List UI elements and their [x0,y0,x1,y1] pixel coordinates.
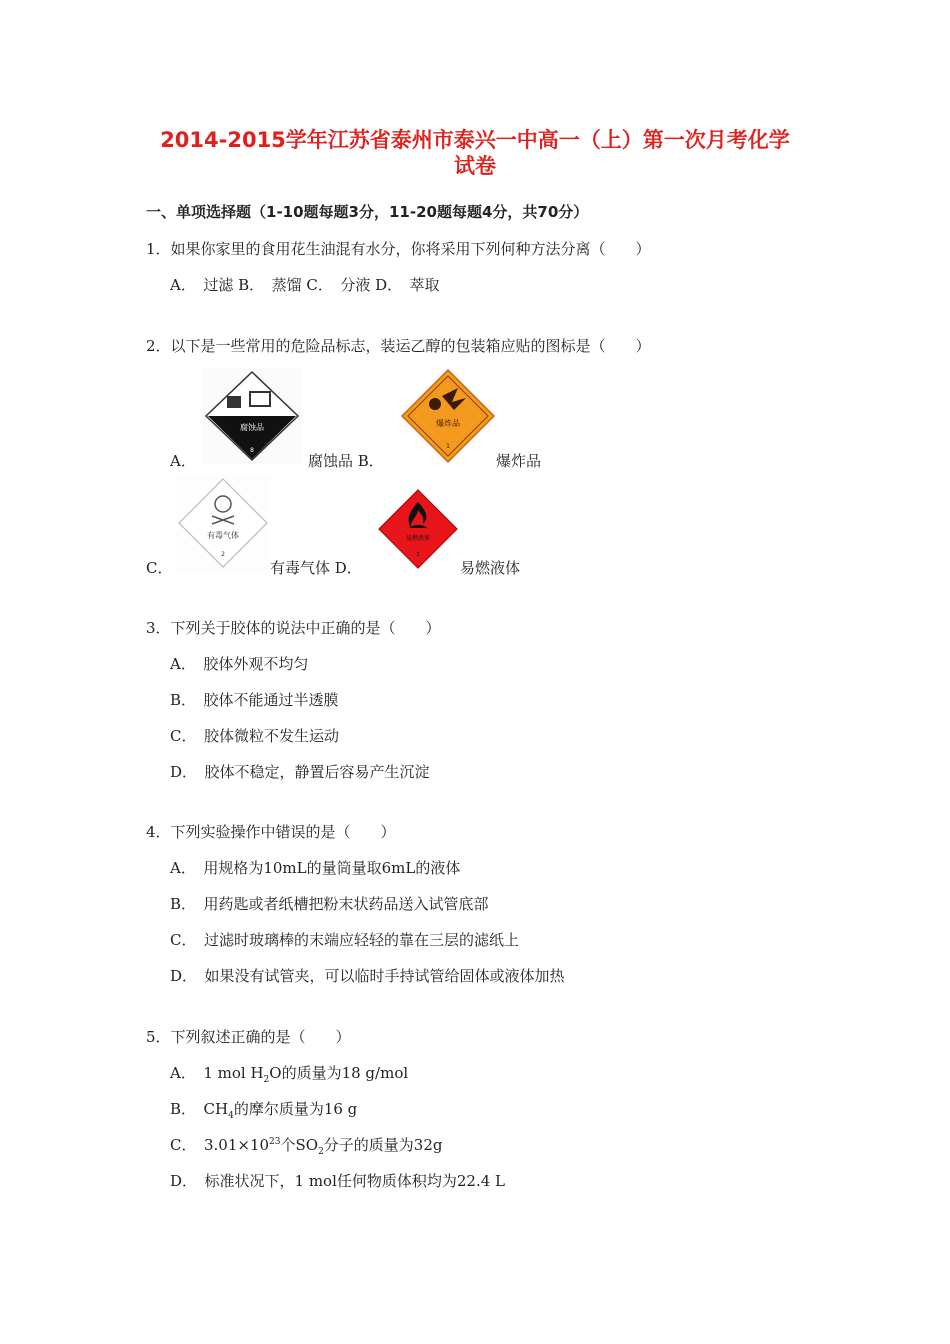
sign-a-text: 腐蚀品 [240,423,264,432]
question-4-option-d: D． 如果没有试管夹，可以临时手持试管给固体或液体加热 [170,967,565,985]
question-4-option-a: A． 用规格为10mL的量筒量取6mL的液体 [170,859,461,877]
page-title-line-2: 试卷 [454,154,496,178]
question-4-stem: 4．下列实验操作中错误的是（ ） [146,823,396,841]
question-5-option-a: A． 1 mol $H_2O$的质量为18 g/mol [170,1064,409,1085]
sign-d-text: 易燃液体 [405,535,431,542]
question-2-option-a-letter: A． [170,452,196,470]
flammable-liquid-sign-icon [377,488,459,570]
page-title-line-1: 2014-2015学年江苏省泰州市泰兴一中高一（上）第一次月考化学 [160,128,790,152]
question-2-stem: 2．以下是一些常用的危险品标志，装运乙醇的包装箱应贴的图标是（ ） [146,337,651,355]
corrosive-sign-icon [202,368,302,464]
question-1-options: A． 过滤 B． 蒸馏 C． 分液 D． 萃取 [170,276,440,294]
explosive-sign-icon [400,368,496,464]
question-5-option-d: D． 标准状况下，1 mol任何物质体积均为22.4 L [170,1172,506,1190]
sign-a-number: 8 [250,447,254,454]
question-3-option-b: B． 胶体不能通过半透膜 [170,691,339,709]
toxic-gas-sign-icon [176,476,270,570]
question-3-option-c: C． 胶体微粒不发生运动 [170,727,339,745]
sign-d-number: 3 [416,552,420,558]
section-heading: 一、单项选择题（1-10题每题3分，11-20题每题4分，共70分） [146,203,589,221]
sign-b-number: 1 [446,443,450,450]
question-3-option-a: A． 胶体外观不均匀 [170,655,309,673]
sign-b-text: 爆炸品 [436,419,460,428]
question-2-option-d-name: 易燃液体 [460,559,521,577]
sign-c-number: 2 [221,551,225,558]
question-5-option-c: C． $3.01\times 10^{23}$个$SO_2$分子的质量为32g [170,1136,443,1157]
question-2-option-b-name: 爆炸品 [496,452,542,470]
sign-c-text: 有毒气体 [207,531,239,540]
question-4-option-b: B． 用药匙或者纸槽把粉末状药品送入试管底部 [170,895,489,913]
question-5-stem: 5．下列叙述正确的是（ ） [146,1028,351,1046]
question-3-option-d: D． 胶体不稳定，静置后容易产生沉淀 [170,763,430,781]
question-2-option-a-name: 腐蚀品 B． [308,452,384,470]
question-3-stem: 3．下列关于胶体的说法中正确的是（ ） [146,619,441,637]
question-1-stem: 1．如果你家里的食用花生油混有水分，你将采用下列何种方法分离（ ） [146,240,651,258]
question-4-option-c: C． 过滤时玻璃棒的末端应轻轻的靠在三层的滤纸上 [170,931,519,949]
question-5-option-b: B． $CH_4$的摩尔质量为16 g [170,1100,358,1121]
question-2-option-c-name: 有毒气体 D． [270,559,362,577]
question-2-option-c-letter: C． [146,559,173,577]
